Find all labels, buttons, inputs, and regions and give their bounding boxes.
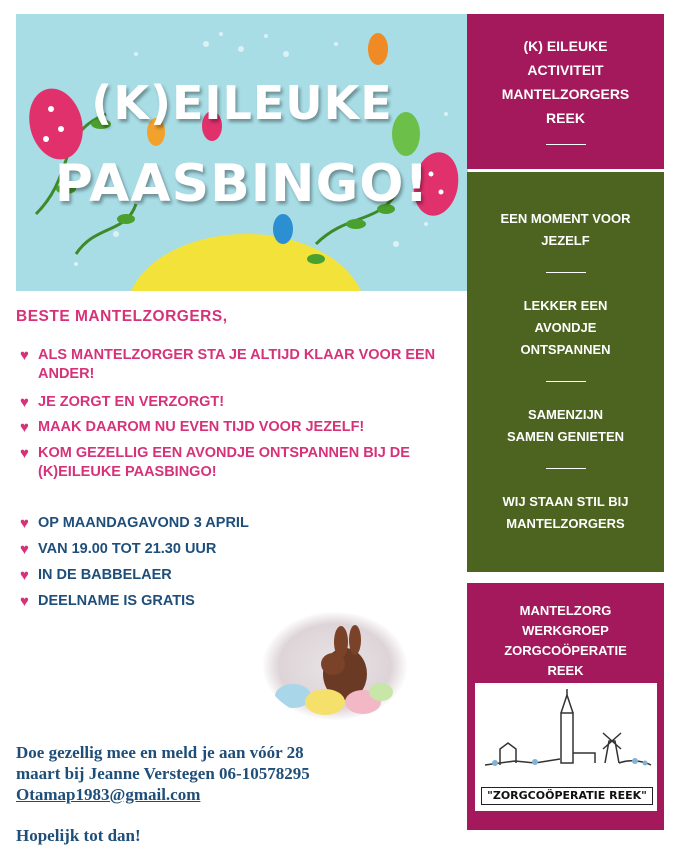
box3-line: MANTELZORG xyxy=(519,603,612,618)
activity-title-box xyxy=(467,14,664,169)
box1-line: ACTIVITEIT xyxy=(527,62,604,78)
benefit-line: SAMENZIJN xyxy=(527,407,604,422)
benefit-line: ONTSPANNEN xyxy=(520,342,611,357)
detail-bullet: ♥ VAN 19.00 TOT 21.30 UUR xyxy=(20,541,217,558)
easter-decoration-graphic xyxy=(16,14,468,291)
heart-icon: ♥ xyxy=(20,541,29,558)
signup-line1: Doe gezellig mee en meld je aan vóór 28 xyxy=(16,743,304,762)
benefit-line: EEN MOMENT VOOR xyxy=(500,211,631,226)
organizer-box xyxy=(467,583,664,830)
zorgcooperatie-logo xyxy=(475,683,657,811)
benefit-line: JEZELF xyxy=(541,233,590,248)
heart-icon: ♥ xyxy=(20,394,29,411)
email-link[interactable]: Otamap1983@gmail.com xyxy=(16,785,201,804)
box3-line: ZORGCOÖPERATIE xyxy=(504,643,627,658)
benefit-line: LEKKER EEN xyxy=(523,298,608,313)
banner-title-line1: (K)EILEUKE xyxy=(91,76,393,130)
benefit-line: WIJ STAAN STIL BIJ xyxy=(502,494,629,509)
box1-line: MANTELZORGERS xyxy=(501,86,630,102)
benefit-line: AVONDJE xyxy=(534,320,597,335)
detail-bullet: ♥ IN DE BABBELAER xyxy=(20,567,172,584)
divider xyxy=(546,144,586,145)
heart-icon: ♥ xyxy=(20,445,29,462)
greeting-heading: BESTE MANTELZORGERS, xyxy=(16,308,228,325)
logo-caption: "ZORGCOÖPERATIE REEK" xyxy=(481,787,653,805)
signup-text xyxy=(16,742,446,805)
benefits-box xyxy=(467,172,664,572)
box3-line: REEK xyxy=(547,663,584,678)
closing-text: Hopelijk tot dan! xyxy=(16,826,141,845)
village-skyline-icon xyxy=(475,683,657,783)
signup-line2: maart bij Jeanne Verstegen 06-10578295 xyxy=(16,764,310,783)
benefit-line: MANTELZORGERS xyxy=(506,516,625,531)
bunny-icon xyxy=(263,612,407,720)
heart-icon: ♥ xyxy=(20,347,29,364)
intro-bullet: ♥ ALS MANTELZORGER STA JE ALTIJD KLAAR VOOR EEN ANDER! xyxy=(20,347,436,382)
intro-bullet: ♥ JE ZORGT EN VERZORGT! xyxy=(20,394,225,411)
box1-line: (K) EILEUKE xyxy=(523,38,608,54)
banner-image xyxy=(16,14,468,291)
detail-bullet: ♥ DEELNAME IS GRATIS xyxy=(20,593,195,610)
heart-icon: ♥ xyxy=(20,567,29,584)
heart-icon: ♥ xyxy=(20,419,29,436)
intro-bullet: ♥ MAAK DAAROM NU EVEN TIJD VOOR JEZELF! xyxy=(20,419,365,436)
box1-line: REEK xyxy=(546,110,585,126)
chocolate-bunny-image xyxy=(263,612,407,720)
box3-line: WERKGROEP xyxy=(522,623,609,638)
benefit-line: SAMEN GENIETEN xyxy=(506,429,624,444)
heart-icon: ♥ xyxy=(20,515,29,532)
detail-bullet: ♥ OP MAANDAGAVOND 3 APRIL xyxy=(20,515,249,532)
heart-icon: ♥ xyxy=(20,593,29,610)
intro-bullet: ♥ KOM GEZELLIG EEN AVONDJE ONTSPANNEN BIJ DE (K)EILEUKE PAASBINGO! xyxy=(20,445,410,480)
banner-title-line2: PAASBINGO! xyxy=(54,154,430,214)
